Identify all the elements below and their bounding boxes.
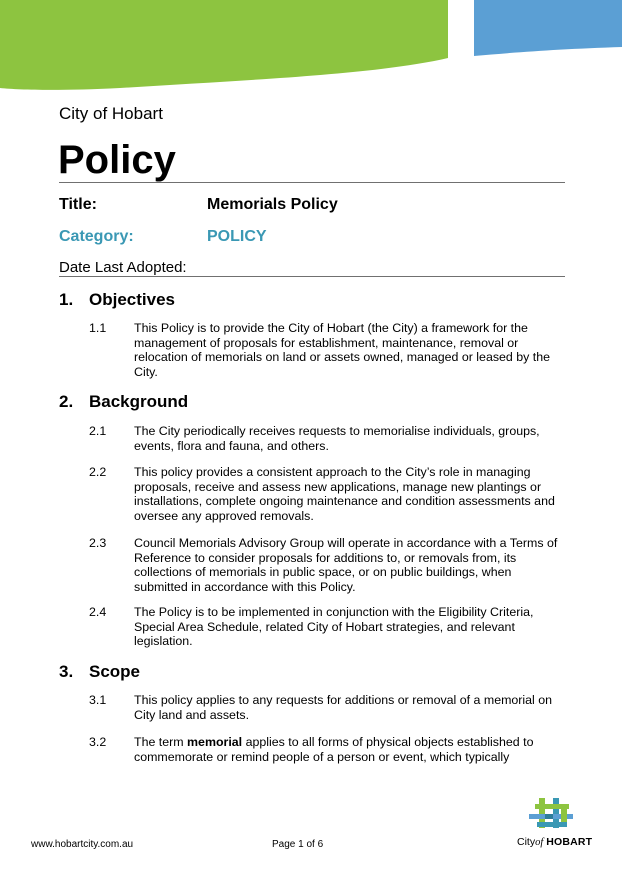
clause-2-3 (89, 536, 565, 595)
section-title: Objectives (89, 290, 175, 309)
section-number: 1. (59, 290, 74, 309)
green-wave-shape (0, 0, 448, 90)
section-number: 2. (59, 392, 74, 411)
logo-hobart: HOBART (546, 836, 593, 848)
organisation-name: City of Hobart (59, 104, 163, 123)
clause-number: 3.1 (89, 693, 107, 707)
category-label: Category: (59, 228, 134, 245)
logo-of: of (535, 837, 544, 848)
header-divider (59, 182, 565, 183)
blue-banner-shape (474, 0, 622, 56)
clause-text-end: applies to all forms of physical objects established to commemorate or remind people of a person or event, which typically (134, 735, 534, 764)
logo-wordmark (517, 836, 592, 848)
clause-number: 3.2 (89, 735, 107, 749)
document-type-heading: Policy (58, 138, 176, 182)
header-banner (0, 0, 622, 95)
clause-text: This Policy is to provide the City of Hobart (the City) a framework for the management of proposals for establishment, maintenance, removal or relocation of memorials on land or assets owned, managed or leased by the City. (134, 321, 551, 380)
clause-2-4 (89, 605, 565, 649)
clause-1-1 (89, 321, 565, 380)
clause-2-1 (89, 424, 565, 453)
clause-number: 2.4 (89, 605, 107, 619)
date-adopted-label: Date Last Adopted: (59, 259, 187, 276)
defined-term: memorial (187, 735, 243, 749)
clause-number: 2.2 (89, 465, 107, 479)
section-title: Scope (89, 662, 141, 681)
title-label: Title: (59, 196, 97, 213)
clause-text: This policy provides a consistent approach to the City’s role in managing proposals, receive and assess new applications, manage new plantings or installations, complete ongoing maintenance and condition assessments and oversee any approved removals. (134, 465, 555, 524)
clause-2-2 (89, 465, 565, 524)
clause-text: This policy applies to any requests for additions or removal of a memorial on City land and assets. (134, 693, 553, 722)
title-value: Memorials Policy (207, 196, 338, 213)
clause-number: 1.1 (89, 321, 107, 335)
logo-city: City (517, 836, 536, 848)
category-value: POLICY (207, 228, 267, 245)
clause-text-start: The term (134, 735, 188, 749)
clause-text: Council Memorials Advisory Group will operate in accordance with a Terms of Reference to consider proposals for additions to, or removals from, its collections of memorials in public space, or on public buildings, when submitted in accordance with this Policy. (134, 536, 558, 595)
clause-text (134, 735, 565, 764)
section-title: Background (89, 392, 189, 411)
clause-number: 2.1 (89, 424, 107, 438)
section-number: 3. (59, 662, 74, 681)
clause-3-2 (89, 735, 565, 764)
clause-3-1 (89, 693, 565, 722)
meta-divider (59, 276, 565, 277)
clause-text: The Policy is to be implemented in conjunction with the Eligibility Criteria, Special Area Schedule, related City of Hobart strategies, and relevant legislation. (134, 605, 534, 649)
footer-website: www.hobartcity.com.au (31, 839, 134, 850)
clause-number: 2.3 (89, 536, 107, 550)
footer-page-number: Page 1 of 6 (272, 839, 324, 850)
clause-text: The City periodically receives requests to memorialise individuals, groups, events, flora and fauna, and others. (134, 424, 540, 453)
